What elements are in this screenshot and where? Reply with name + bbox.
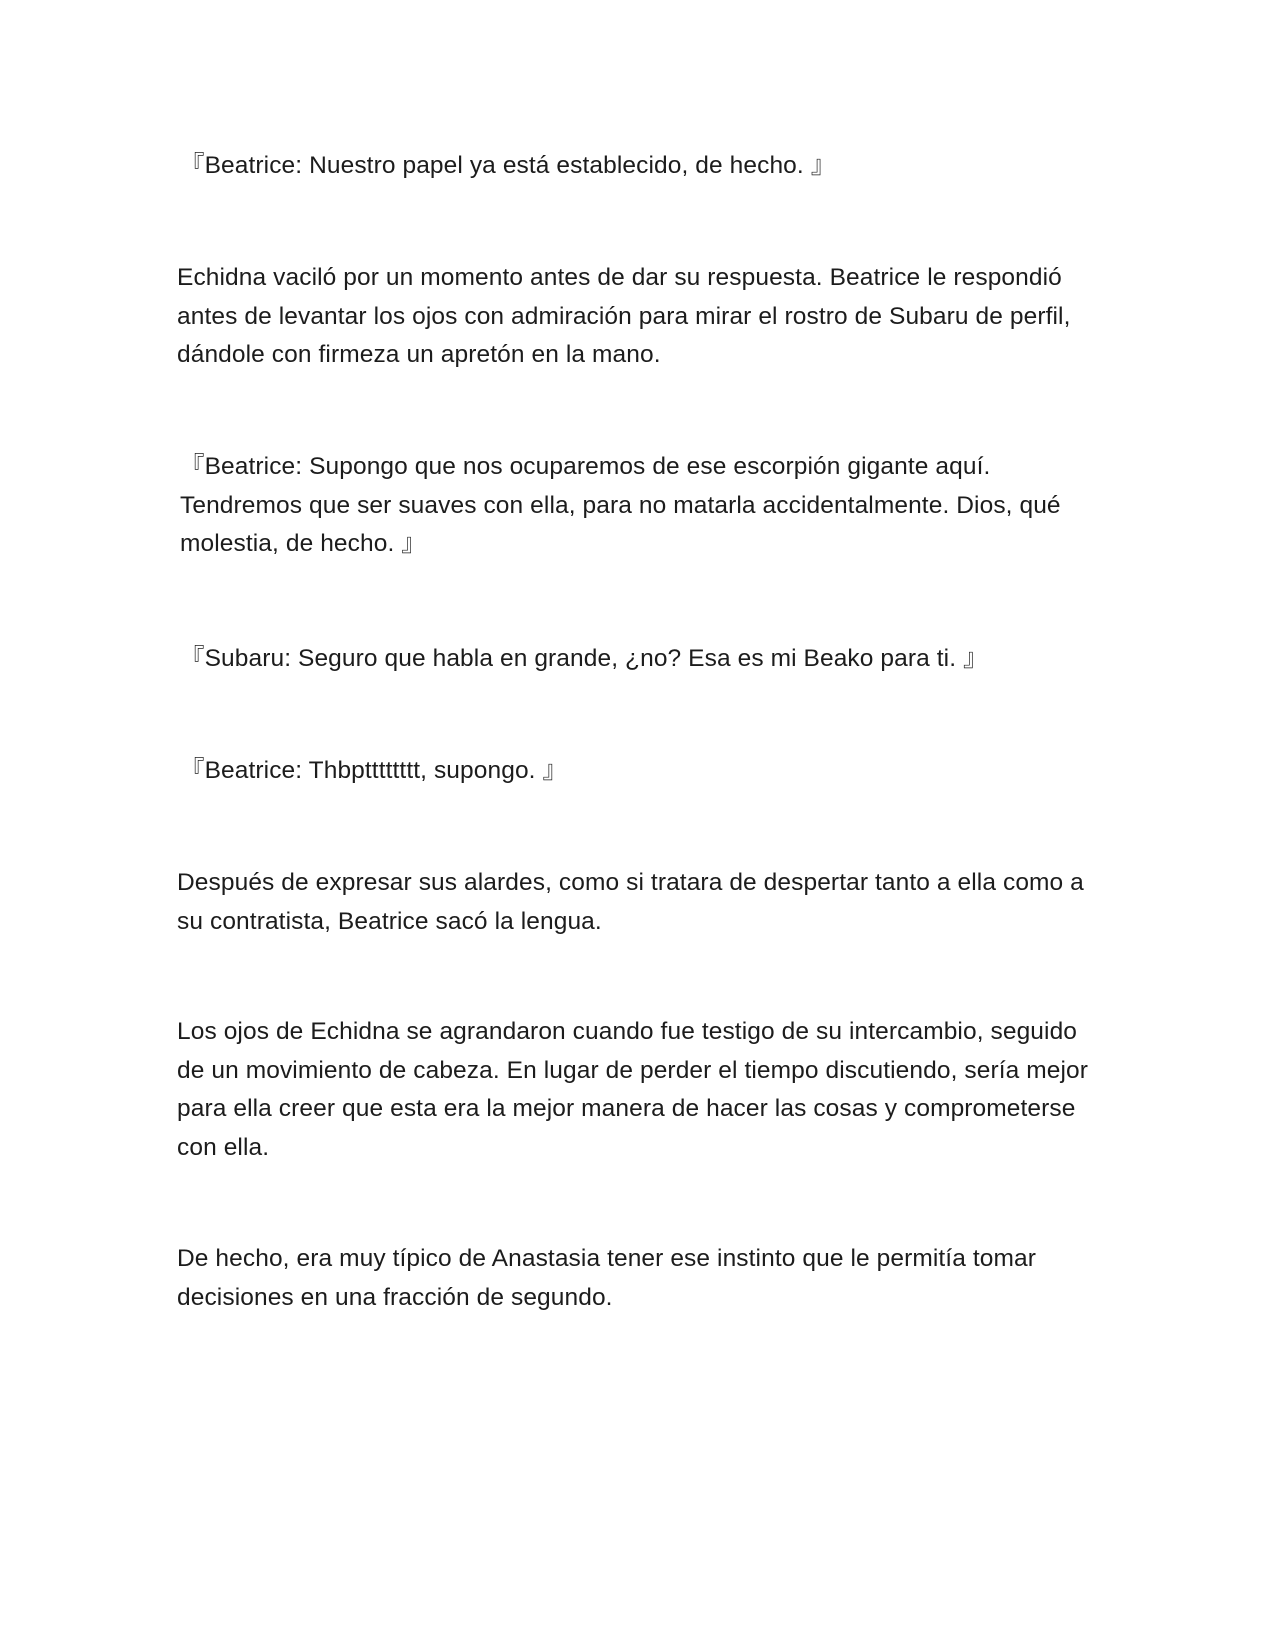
- narrative-paragraph: Echidna vaciló por un momento antes de dar su respuesta. Beatrice le respondió antes de levantar los ojos con admiración para mirar el rostro de Subaru de perfil, dándole con firmeza un apretón en la mano.: [177, 264, 1071, 368]
- narrative-paragraph: Los ojos de Echidna se agrandaron cuando fue testigo de su intercambio, seguido de un movimiento de cabeza. En lugar de perder el tiempo discutiendo, sería mejor para ella creer que esta era la mejor manera de hacer las cosas y comprometerse con ella.: [177, 1018, 1089, 1161]
- dialogue-paragraph: 『Beatrice: Thbptttttttt, supongo. 』: [180, 757, 568, 784]
- dialogue-paragraph: 『Subaru: Seguro que habla en grande, ¿no? Esa es mi Beako para ti. 』: [180, 645, 988, 672]
- dialogue-paragraph: 『Beatrice: Nuestro papel ya está establecido, de hecho. 』: [180, 152, 836, 179]
- narrative-paragraph: De hecho, era muy típico de Anastasia tener ese instinto que le permitía tomar decisiones en una fracción de segundo.: [177, 1245, 1036, 1311]
- narrative-paragraph: Después de expresar sus alardes, como si tratara de despertar tanto a ella como a su contratista, Beatrice sacó la lengua.: [177, 869, 1084, 935]
- dialogue-paragraph: 『Beatrice: Supongo que nos ocuparemos de ese escorpión gigante aquí. Tendremos que ser suaves con ella, para no matarla accidentalmente. Dios, qué molestia, de hecho. 』: [180, 453, 1061, 557]
